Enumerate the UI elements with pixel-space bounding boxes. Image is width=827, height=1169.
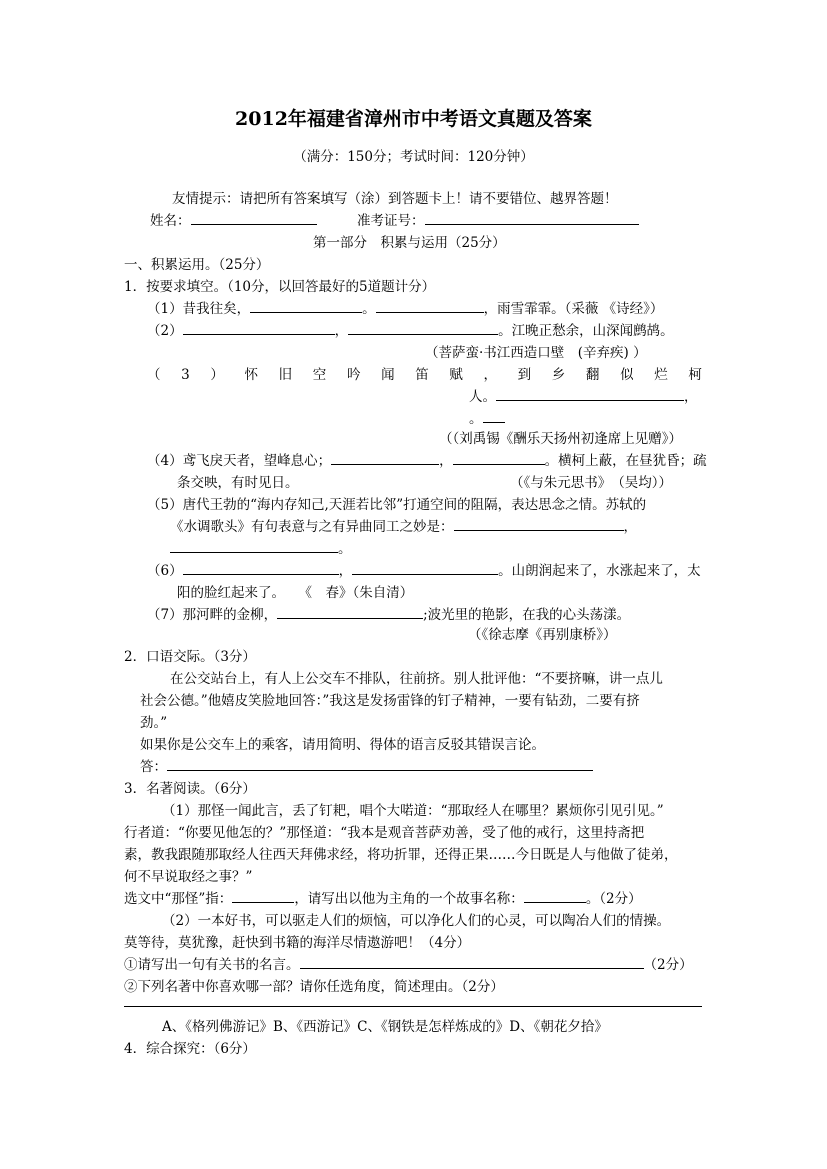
answer-blank[interactable]	[183, 322, 335, 335]
q3-para: （1）那怪一闻此言，丢了钉耙，唱个大喏道：“那取经人在哪里？累烦你引见引见。”	[162, 803, 664, 819]
q1-3-char: 闻	[381, 367, 395, 383]
q1-3-line2	[469, 388, 698, 406]
q3-para: 行者道：“你要见他怎的？”那怪道：“我本是观音菩萨劝善，受了他的戒行，这里持斋把	[124, 825, 645, 841]
q3-options: A、《格列佛游记》B、《西游记》C、《钢铁是怎样炼成的》D、《朝花夕拾》	[162, 1019, 608, 1035]
q1-3-source: （（刘禹锡《酬乐天扬州初逢席上见赠》）	[439, 431, 682, 447]
answer-blank[interactable]	[183, 562, 339, 575]
q1-4-line2: 条交映，有时见日。	[177, 475, 299, 491]
section-heading: 一、积累运用。（25分）	[124, 257, 270, 273]
q1-3-text-d: 。	[469, 411, 483, 427]
q1-3-char: 似	[620, 367, 634, 383]
q1-3-char: 烂	[654, 367, 668, 383]
q1-7-text-b: ;波光里的艳影，在我的心头荡漾。	[423, 607, 631, 623]
answer-blank[interactable]	[232, 890, 294, 903]
answer-label: 答：	[140, 759, 167, 775]
q1-3-text-b: 人。	[469, 389, 496, 405]
id-field	[357, 212, 639, 230]
q1-3-char: 翻	[585, 367, 600, 383]
q3-1-text-a: 选文中“那怪”指：	[124, 891, 233, 907]
answer-blank[interactable]	[454, 518, 624, 531]
answer-blank[interactable]	[376, 300, 484, 313]
q1-5: （5）唐代王勃的“海内存知己,天涯若比邻”打通空间的阻隔，表达思念之情。苏轼的	[147, 497, 647, 513]
q4-stem: 4．综合探究：（6分）	[124, 1041, 256, 1057]
answer-blank[interactable]	[496, 388, 684, 401]
q1-3-line3	[469, 410, 505, 428]
q1-4-text-c: 。横柯上蔽，在昼犹昏；疏	[544, 453, 707, 469]
q1-3-char: 到	[517, 367, 532, 383]
q1-5-line3	[170, 540, 352, 558]
q1-3-char: ，	[483, 367, 497, 383]
q1-1-text-b: 。	[362, 301, 376, 317]
q3-1-text-b: ，请写出以他为主角的一个故事名称：	[294, 891, 524, 907]
q1-6-text-a: （6）	[147, 563, 183, 579]
q1-4-text-a: （4）鸢飞戾天者，望峰息心；	[147, 453, 332, 469]
answer-blank[interactable]	[300, 956, 644, 969]
answer-blank[interactable]	[483, 410, 505, 423]
q2-para: 社会公德。”他嬉皮笑脸地回答：”我这是发扬雷锋的钉子精神，一要有钻劲，二要有挤	[140, 693, 640, 709]
q1-6	[147, 562, 701, 580]
q1-3-char: 笛	[415, 367, 429, 383]
q1-1-text-c: ，雨雪霏霏。（采薇 《诗经》）	[483, 301, 664, 317]
page-title: 2012年福建省漳州市中考语文真题及答案	[235, 108, 592, 130]
q3-2-text-b: （2分）	[643, 957, 693, 973]
answer-blank[interactable]	[167, 758, 593, 771]
answer-blank[interactable]	[331, 452, 439, 465]
q1-2	[147, 322, 674, 340]
answer-blank[interactable]	[170, 540, 338, 553]
q1-4	[147, 452, 707, 470]
q3-para: 莫等待，莫犹豫，赶快到书籍的海洋尽情遨游吧！（4分）	[124, 935, 471, 951]
q3-para: 素，教我跟随那取经人往西天拜佛求经，将功折罪，还得正果……今日既是人与他做了徒弟，	[124, 847, 678, 863]
q1-7-source: （《徐志摩《再别康桥》）	[468, 627, 617, 643]
q3-1-question	[124, 890, 642, 908]
id-label: 准考证号：	[357, 213, 425, 229]
q1-7-text-a: （7）那河畔的金柳，	[147, 607, 278, 623]
q1-2-text-c: 。江晚正愁余，山深闻鹧鸪。	[498, 323, 674, 339]
q3-2-question	[124, 956, 693, 974]
id-blank[interactable]	[425, 212, 639, 225]
q1-3-char: 柯	[688, 367, 702, 383]
q1-7	[147, 606, 630, 624]
q1-2-text-b: ，	[334, 323, 349, 339]
q3-para: （2）一本好书，可以驱走人们的烦恼，可以净化人们的心灵，可以陶冶人们的情操。	[162, 913, 671, 929]
name-label: 姓名：	[150, 213, 191, 229]
q1-6-text-c: 。山朗润起来了，水涨起来了，太	[498, 563, 701, 579]
q1-3-char: 吟	[346, 367, 361, 383]
q1-3-char: 旧	[278, 367, 293, 383]
q1-3-text-c: ，	[684, 389, 698, 405]
q1-5-text-b: 《水调歌头》有句表意与之有异曲同工之妙是：	[170, 519, 454, 535]
answer-blank[interactable]	[250, 300, 362, 313]
q1-1-text-a: （1）昔我往矣，	[147, 301, 251, 317]
answer-blank[interactable]	[352, 562, 498, 575]
q1-6-line2: 阳的脸红起来了。 《 春》（朱自清）	[177, 585, 414, 601]
answer-blank[interactable]	[348, 322, 498, 335]
exam-info: （满分：150分；考试时间：120分钟）	[293, 149, 534, 165]
q1-6-text-b: ，	[338, 563, 353, 579]
q1-4-text-b: ，	[439, 453, 453, 469]
q1-1	[147, 300, 663, 318]
q1-3-char: 空	[312, 367, 327, 383]
q2-answer	[140, 758, 593, 776]
name-field	[150, 212, 317, 230]
answer-blank[interactable]	[453, 452, 545, 465]
q1-3-char: 赋	[449, 367, 463, 383]
q2-para: 劲。”	[140, 715, 168, 731]
q1-3-char: ）	[210, 367, 224, 383]
q1-5-text-d: 。	[338, 541, 352, 557]
q1-3-char: 怀	[244, 367, 259, 383]
answer-blank[interactable]	[524, 890, 586, 903]
q2-para: 在公交站台上，有人上公交车不排队，往前挤。别人批评他：“不要挤嘛，讲一点儿	[170, 671, 663, 687]
notice: 友情提示：请把所有答案填写（涂）到答题卡上！请不要错位、越界答题！	[172, 191, 618, 207]
q1-3-char: 3	[181, 367, 190, 383]
q2-instruction: 如果你是公交车上的乘客，请用简明、得体的语言反驳其错误言论。	[140, 737, 545, 753]
q1-3-char: （	[147, 367, 161, 383]
q3-2-text-a: ①请写出一句有关书的名言。	[124, 957, 300, 973]
q1-3-char: 乡	[551, 367, 566, 383]
q1-stem: 1．按要求填空。（10分，以回答最好的5道题计分）	[124, 279, 436, 295]
name-blank[interactable]	[191, 212, 317, 225]
q2-stem: 2．口语交际。（3分）	[124, 649, 256, 665]
q1-4-source: （《与朱元思书》 （吴均））	[510, 475, 672, 491]
answer-line[interactable]	[124, 1006, 702, 1007]
q1-3-spread	[147, 366, 702, 384]
q3-stem: 3．名著阅读。（6分）	[124, 781, 256, 797]
q3-1-text-c: 。（2分）	[585, 891, 642, 907]
q3-2-question: ②下列名著中你喜欢哪一部？请你任选角度，简述理由。（2分）	[124, 979, 504, 995]
q1-2-source: （菩萨蛮·书江西造口壁 (辛弃疾) ）	[425, 345, 647, 361]
q3-para: 何不早说取经之事？”	[124, 869, 253, 885]
answer-blank[interactable]	[277, 606, 423, 619]
q1-5-line2	[170, 518, 637, 536]
q1-2-text-a: （2）	[147, 323, 183, 339]
q1-5-text-c: ，	[623, 519, 637, 535]
part-heading: 第一部分 积累与运用（25分）	[313, 235, 506, 251]
